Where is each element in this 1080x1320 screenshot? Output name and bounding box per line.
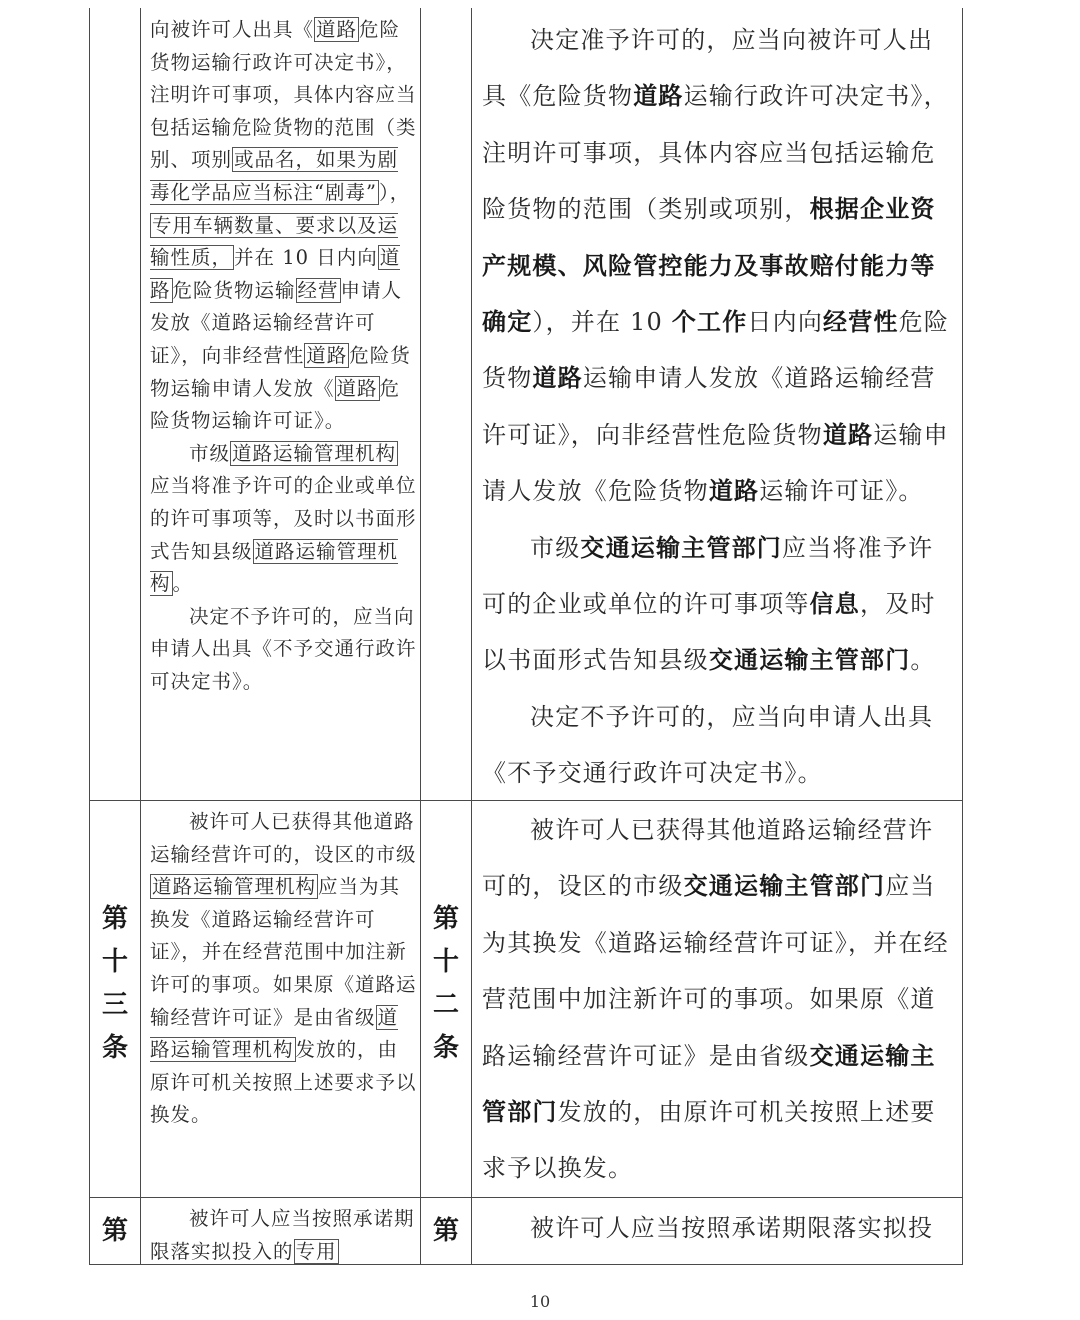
text-segment: 应当为其换发《道路运输经营许可证》，并在经营范围中加注新许可的事项。如果原《道路运输经营许可证》是由省级	[482, 872, 949, 1070]
text-segment: 向被许可人出具《	[150, 18, 315, 41]
text-segment: 运输行政许可决定书》，注明许可事项，具体内容应当包括运输危险货物的范围（类别或项别，	[482, 82, 949, 224]
text-segment: 运输许可证》。	[759, 477, 924, 506]
paragraph	[150, 1203, 418, 1268]
text-segment: 市级	[530, 533, 581, 562]
article-label-char: 条	[101, 1033, 128, 1063]
original-text-cell-1	[150, 14, 418, 698]
paragraph	[150, 806, 418, 1132]
text-segment: 。	[910, 646, 936, 675]
revised-highlight-text: 交通运输主管部门	[708, 646, 911, 675]
revised-highlight-text: 门	[532, 1098, 558, 1127]
text-segment: 危险货物运输许可证》。	[150, 376, 401, 433]
revised-text-cell-1	[482, 12, 956, 802]
article-label-char: 十	[101, 947, 128, 977]
article-label-char: 条	[432, 1033, 459, 1063]
revised-highlight-text: 道路	[708, 477, 760, 506]
paragraph	[150, 601, 418, 699]
text-segment: 运输申请人发放《道路运输经营许可证》，向非经营性危险货物	[482, 364, 936, 449]
changed-text-box: 专用	[295, 1239, 337, 1263]
column-divider-2	[420, 8, 421, 1264]
changed-text-box: 道路	[306, 343, 348, 367]
changed-text-box: 经营	[297, 278, 339, 302]
revised-article-label-3	[421, 1213, 471, 1249]
column-divider-1	[140, 8, 141, 1264]
changed-text-box: 道路运输管理机构	[150, 1005, 399, 1062]
article-label-char: 第	[432, 1216, 459, 1246]
revised-highlight-text: 交通运输主管部门	[683, 872, 886, 901]
original-article-label-3	[90, 1213, 140, 1249]
revised-highlight-text: 根据企业资产规模、风险管控能力及事故赔付能力等确定	[482, 195, 936, 337]
article-label-char: 三	[101, 990, 128, 1020]
text-segment: 运输申请人发放《危险货物	[482, 420, 949, 506]
revised-highlight-text: 经营性	[823, 308, 899, 337]
text-segment: 发放的，由原许可机关按照上述要求予以换发。	[482, 1098, 936, 1183]
changed-text-box: 道路运输管理机构	[150, 539, 399, 596]
text-segment: 被许可人应当按照承诺期限落实拟投入的	[150, 1207, 415, 1263]
original-article-label-2	[90, 898, 140, 1070]
table-border-right	[962, 8, 963, 1264]
original-text-cell-2	[150, 806, 418, 1132]
paragraph	[482, 689, 956, 802]
revised-highlight-text: 交通运输主管部	[482, 1041, 936, 1127]
row-divider-2	[89, 1197, 963, 1198]
text-segment: ），并在 10	[532, 308, 672, 337]
revised-highlight-text: 道路	[822, 420, 874, 449]
text-segment: 应当为其换发《道路运输经营许可证》，并在经营范围中加注新许可的事项。如果原《道路运输经营许可证》是由省级	[150, 875, 417, 1029]
paragraph	[482, 12, 956, 520]
text-segment: 危险货物运输申请人发放《	[150, 343, 411, 400]
changed-text-box: 道路	[336, 376, 378, 400]
changed-text-box: 道路	[316, 18, 358, 41]
text-segment: 应当将准予许可的企业或单位的许可事项等，及时以书面形式告知县级	[150, 474, 417, 563]
revised-article-label-2	[421, 898, 471, 1070]
text-segment: 被许可人应当按照承诺期限落实拟投	[530, 1214, 934, 1242]
revised-text-cell-2	[482, 802, 956, 1197]
revised-highlight-text: 道路	[633, 82, 684, 111]
text-segment: ，及时以书面形式告知县级	[482, 590, 936, 675]
revised-highlight-text: 交通运输主管部门	[580, 533, 783, 562]
paragraph	[150, 14, 418, 438]
text-segment: 决定不予许可的，应当向申请人出具《不予交通行政许可决定书》。	[482, 702, 934, 788]
changed-text-box: 道路	[150, 246, 401, 302]
text-segment: 危险货物	[482, 308, 950, 393]
revised-highlight-text: 个工作	[671, 308, 748, 337]
column-divider-3	[471, 8, 472, 1264]
article-label-char: 十	[432, 947, 459, 977]
table-border-left	[89, 8, 90, 1264]
text-segment: 被许可人已获得其他道路运输经营许可的，设区的市级	[482, 816, 934, 901]
text-segment: 市级	[189, 441, 231, 465]
changed-text-box: 道路运输管理机构	[152, 875, 317, 899]
revised-highlight-text: 道路	[532, 364, 583, 393]
revised-text-cell-3	[482, 1200, 956, 1256]
changed-text-box: 专用车辆数量、要求以及运输性质，	[150, 213, 399, 270]
text-segment: 危险货物运输行政许可决定书》，注明许可事项，具体内容应当包括运输危险货物的范围（类别、项别	[150, 18, 417, 172]
article-label-char: 第	[101, 1216, 128, 1246]
revised-highlight-text: 信息	[809, 590, 861, 619]
text-segment: 申请人发放《道路运输经营许可证》，向非经营性	[150, 278, 403, 367]
text-segment: 危险货物运输	[172, 278, 296, 302]
text-segment: 决定不予许可的，应当向申请人出具《不予交通行政许可决定书》。	[150, 604, 417, 693]
changed-text-box: 或品名，如果为剧毒化学品应当标注“剧毒”	[150, 148, 399, 204]
text-segment: 并在 10 日内向	[234, 246, 378, 270]
article-label-char: 第	[101, 904, 128, 934]
text-segment: 日内向	[747, 308, 824, 337]
text-segment: 被许可人已获得其他道路运输经营许可的，设区的市级	[150, 810, 417, 866]
article-label-char: 第	[432, 904, 459, 934]
text-segment: 发放的，由原许可机关按照上述要求予以换发。	[150, 1038, 417, 1127]
paragraph	[482, 802, 956, 1197]
text-segment: 应当将准予许可的企业或单位的许可事项等	[482, 533, 934, 619]
text-segment: 。	[172, 572, 194, 596]
paragraph	[482, 1200, 956, 1256]
paragraph	[482, 520, 956, 689]
changed-text-box: 道路运输管理机构	[232, 441, 397, 465]
text-segment: 决定准予许可的，应当向被许可人出具《危险货物	[482, 26, 934, 111]
original-text-cell-3	[150, 1203, 418, 1268]
paragraph	[150, 438, 418, 601]
article-label-char: 二	[432, 990, 459, 1020]
page-number: 10	[529, 1292, 551, 1311]
text-segment: ），	[378, 180, 411, 204]
